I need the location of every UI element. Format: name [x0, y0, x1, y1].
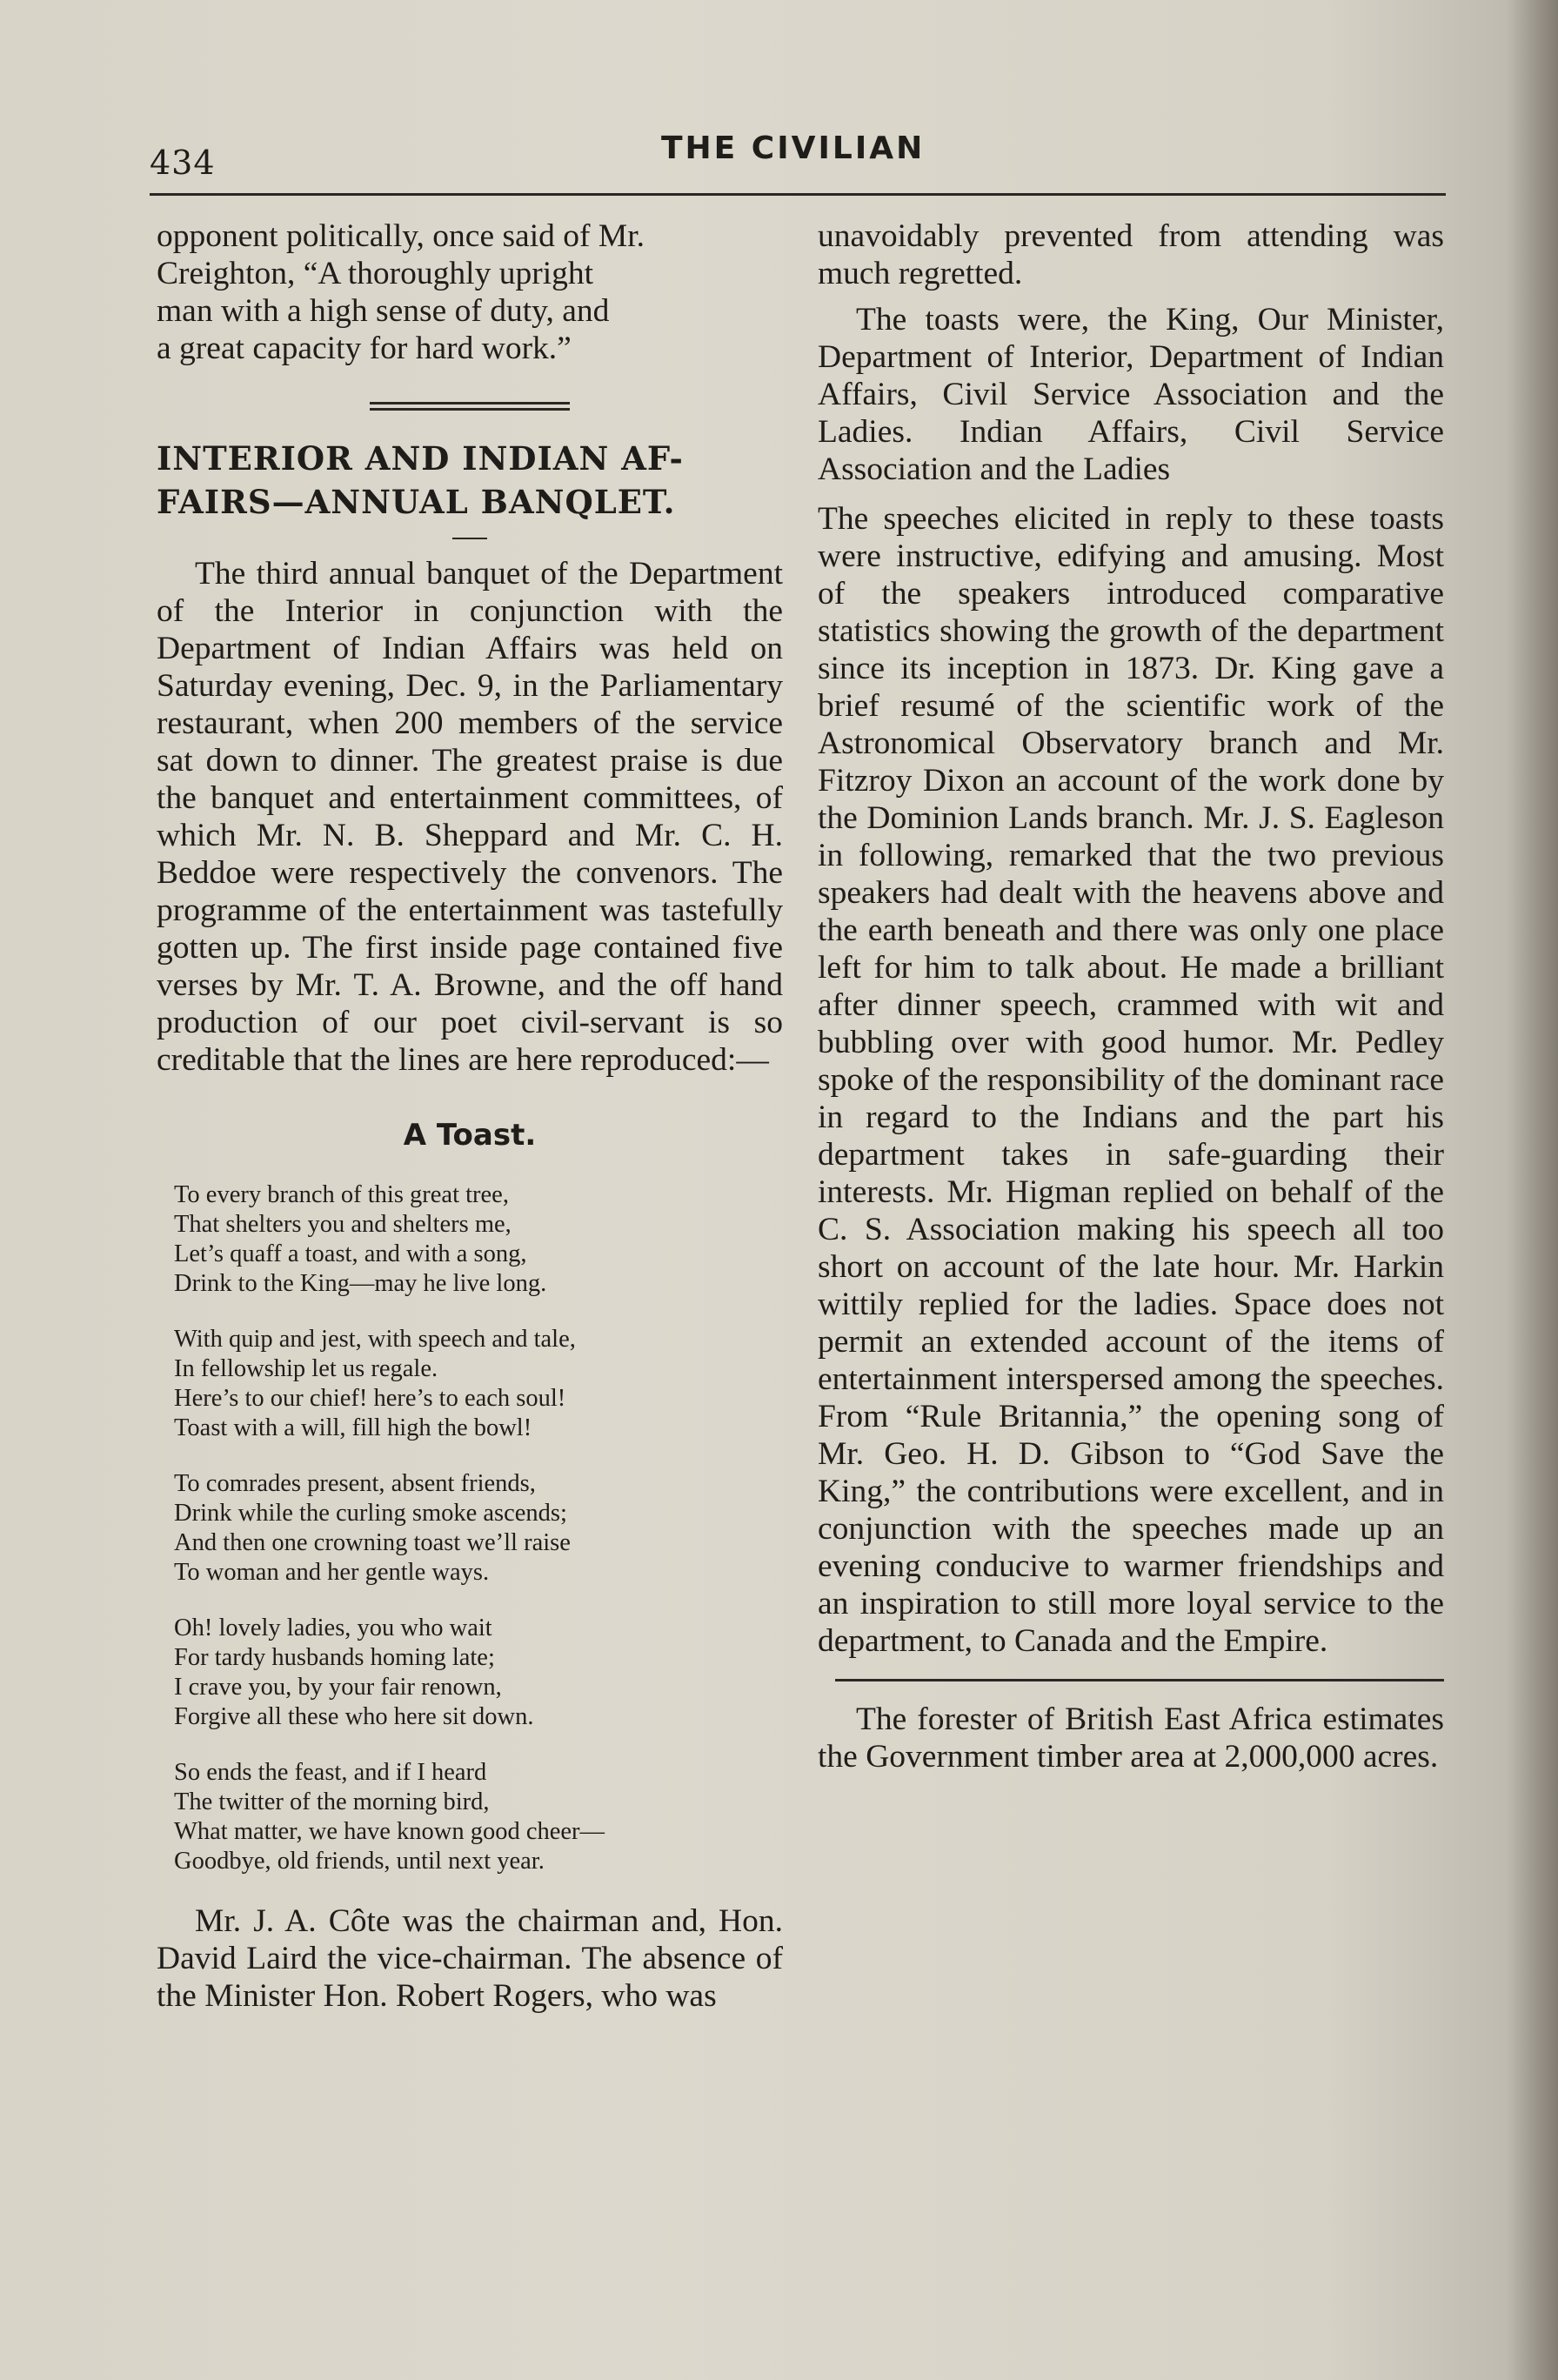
poem-stanza — [174, 1614, 783, 1732]
poem-line: Toast with a will, fill high the bowl! — [174, 1414, 532, 1441]
short-dash — [452, 538, 487, 539]
page-number: 434 — [150, 144, 216, 182]
right-column — [818, 217, 1444, 1775]
poem-line: Drink while the curling smoke ascends; — [174, 1500, 567, 1527]
poem-line: So ends the feast, and if I heard — [174, 1759, 487, 1786]
intro-line: a great capacity for hard work.” — [157, 331, 572, 366]
poem-line: Here’s to our chief! here’s to each soul! — [174, 1385, 566, 1412]
section-title-line-2: FAIRS—ANNUAL BANQLET. — [157, 483, 676, 521]
note-paragraph: The forester of British East Africa estimates the Government timber area at 2,000,000 acres. — [818, 1701, 1444, 1775]
poem-line: The twitter of the morning bird, — [174, 1788, 490, 1815]
running-head-title: THE CIVILIAN — [661, 130, 926, 166]
poem-line: For tardy husbands homing late; — [174, 1644, 495, 1671]
intro-line: opponent politically, once said of Mr. — [157, 218, 645, 254]
poem-stanza — [174, 1469, 783, 1588]
header-rule — [150, 193, 1446, 196]
poem-line: What matter, we have known good cheer— — [174, 1818, 605, 1845]
article-paragraph: Mr. J. A. Côte was the chairman and, Hon. David Laird the vice-chairman. The absence of the Minister Hon. Robert Rogers, who was — [157, 1903, 783, 2014]
poem-line: To woman and her gentle ways. — [174, 1559, 490, 1586]
poem-stanza — [174, 1325, 783, 1443]
poem-line: Goodbye, old friends, until next year. — [174, 1848, 545, 1875]
poem-line: In fellowship let us regale. — [174, 1355, 438, 1382]
intro-line: man with a high sense of duty, and — [157, 293, 610, 329]
intro-line: Creighton, “A thoroughly upright — [157, 256, 594, 291]
poem-line: Forgive all these who here sit down. — [174, 1703, 534, 1730]
poem-line: To comrades present, absent friends, — [174, 1470, 536, 1497]
page-edge-shadow — [1506, 0, 1558, 2380]
poem-title: A Toast. — [403, 1118, 537, 1153]
section-title-line-1: INTERIOR AND INDIAN AF- — [157, 439, 684, 478]
article-paragraph: The toasts were, the King, Our Minister, Department of Interior, Department of Indian Affairs, Civil Service Association and the Ladies. Indian Affairs, Civil Service Association and the Ladies — [818, 302, 1444, 487]
article-paragraph: The third annual banquet of the Department of the Interior in conjunction with the Department of Indian Affairs was held on Saturday evening, Dec. 9, in the Parliamentary restaurant, when 200 members of the service sat down to dinner. The greatest praise is due the banquet and entertainment committees, of which Mr. N. B. Sheppard and Mr. C. H. Beddoe were respectively the convenors. The programme of the entertainment was tastefully gotten up. The first inside page contained five verses by Mr. T. A. Browne, and the off hand production of our poet civil-servant is so creditable that the lines are here reproduced:— — [157, 556, 783, 1078]
poem-line: And then one crowning toast we’ll raise — [174, 1529, 571, 1556]
left-column — [157, 217, 783, 2015]
article-paragraph: The speeches elicited in reply to these toasts were instructive, edifying and amusing. Most of the speakers introduced comparative statistics showing the growth of the department since its inception in 1873. Dr. King gave a brief resumé of the scientific work of the Astronomical Observatory branch and Mr. Fitzroy Dixon an account of the work done by the Dominion Lands branch. Mr. J. S. Eagleson in following, remarked that the two previous speakers had dealt with the heavens above and the earth beneath and there was only one place left for him to talk about. He made a brilliant after dinner speech, crammed with wit and bubbling over with good humor. Mr. Pedley spoke of the responsibility of the dominant race in regard to the Indians and the part his department takes in safe-guarding their interests. Mr. Higman replied on behalf of the C. S. Association making his speech all too short on account of the late hour. Mr. Harkin wittily replied for the ladies. Space does not permit an extended account of the items of entertainment interspersed among the speeches. From “Rule Britannia,” the opening song of Mr. Geo. H. D. Gibson to “God Save the King,” the contributions were excellent, and in conjunction with the speeches made up an evening conducive to warmer friendships and an inspiration to still more loyal service to the department, to Canada and the Empire. — [818, 501, 1444, 1659]
poem-line: Drink to the King—may he live long. — [174, 1270, 547, 1297]
poem-stanza — [174, 1180, 783, 1299]
article-divider — [835, 1679, 1444, 1681]
poem-line: With quip and jest, with speech and tale, — [174, 1326, 576, 1353]
poem-line: That shelters you and shelters me, — [174, 1211, 512, 1238]
poem-stanza — [174, 1758, 783, 1876]
article-paragraph: unavoidably prevented from attending was much regretted. — [818, 218, 1444, 291]
poem-line: Let’s quaff a toast, and with a song, — [174, 1240, 527, 1267]
section-divider — [370, 402, 570, 411]
poem-line: Oh! lovely ladies, you who wait — [174, 1615, 492, 1641]
poem-line: To every branch of this great tree, — [174, 1181, 509, 1208]
poem-line: I crave you, by your fair renown, — [174, 1674, 502, 1701]
